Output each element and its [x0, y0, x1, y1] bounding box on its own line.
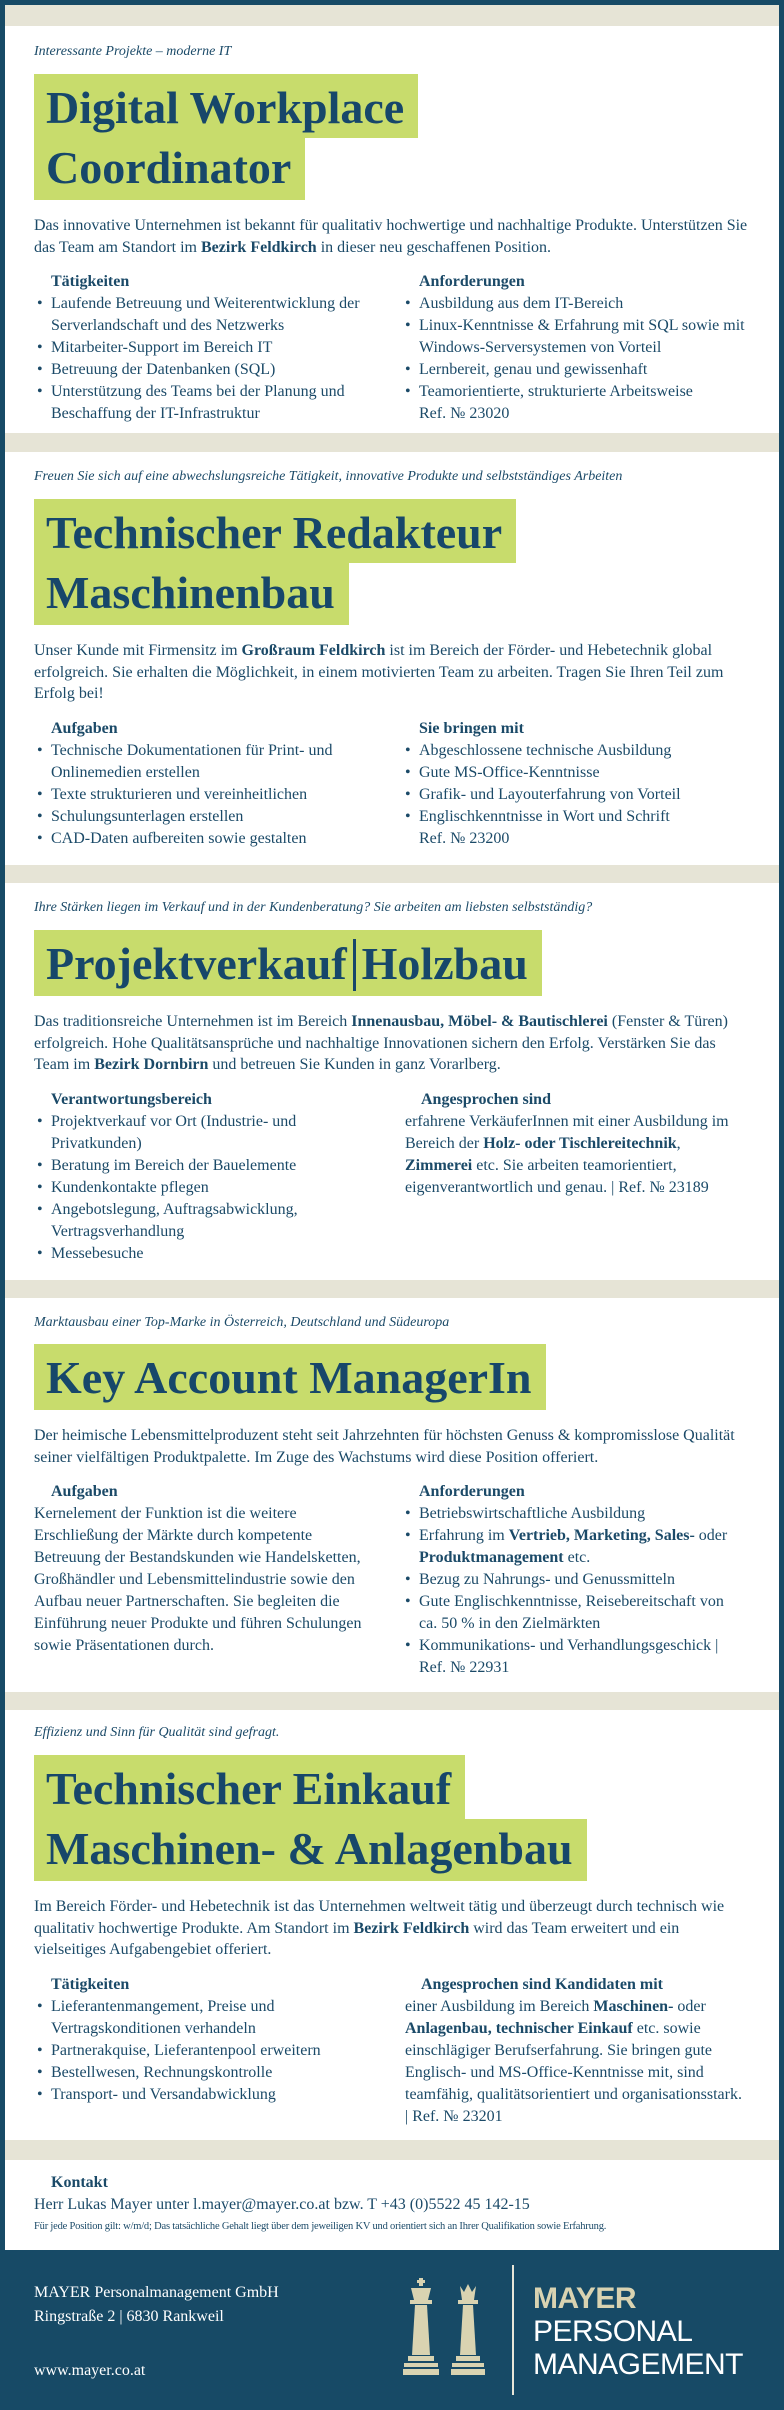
- requirements-column: [405, 1089, 745, 1199]
- text: oder: [694, 1527, 728, 1544]
- text-highlight: Maschinen-: [593, 1997, 674, 2015]
- text-highlight: Produktmanagement: [419, 1549, 564, 1566]
- requirements-column: [405, 1974, 745, 2128]
- list-item: • CAD-Daten aufbereiten sowie gestalten: [37, 828, 377, 850]
- job-listing: [34, 1723, 754, 2154]
- list-item: • Laufende Betreuung und Weiterentwicklung der Serverlandschaft und des Netzwerks: [37, 293, 377, 337]
- tasks-column: [37, 1974, 377, 2106]
- list-item: • Mitarbeiter-Support im Bereich IT: [37, 337, 377, 359]
- column-heading: Angesprochen sind Kandidaten mit: [421, 1975, 663, 1993]
- list-item: • Englischkenntnisse in Wort und Schrift: [405, 806, 745, 828]
- job-intro: [34, 215, 749, 258]
- list-item: • Lieferantenmangement, Preise und Vertragskonditionen verhandeln: [37, 1996, 377, 2040]
- text: einer Ausbildung im Bereich: [405, 1997, 594, 2015]
- column-heading: Tätigkeiten: [51, 273, 130, 290]
- job-title: [34, 74, 754, 200]
- reference-number: Ref. № 23200: [419, 829, 510, 847]
- job-title: [34, 930, 754, 996]
- column-heading: Sie bringen mit: [419, 719, 524, 737]
- job-listing: [34, 42, 754, 431]
- column-heading: Tätigkeiten: [51, 1975, 130, 1993]
- divider-band: [5, 1280, 779, 1298]
- intro-text: wird das Team erweitert und ein vielseitiges Aufgabengebiet offeriert.: [34, 1919, 680, 1958]
- divider-band: [5, 5, 779, 26]
- intro-highlight: Großraum Feldkirch: [241, 642, 386, 659]
- intro-highlight: Bezirk Feldkirch: [201, 238, 317, 256]
- job-intro: [34, 1896, 749, 1961]
- contact-section: [34, 2172, 769, 2238]
- tasks-text: Kernelement der Funktion ist die weitere Erschließung der Märkte durch kompetente Betreuung der Bestandskunden wie Handelsketten, Großhändler und Lebensmittelindustrie sowie den Aufbau neuer Partnerschaften. Sie begleiten die Einführung neuer Produkte und führen Schulungen sowie Präsentationen durch.: [34, 1505, 362, 1654]
- list-item: • Projektverkauf vor Ort (Industrie- und Privatkunden): [37, 1111, 377, 1155]
- company-address: Ringstraße 2 | 6830 Rankweil: [34, 2308, 224, 2325]
- list-item: • Abgeschlossene technische Ausbildung: [405, 740, 745, 762]
- intro-highlight: Bezirk Dornbirn: [94, 1056, 209, 1073]
- list-item: • Texte strukturieren und vereinheitlichen: [37, 784, 377, 806]
- list-item: • Lernbereit, genau und gewissenhaft: [405, 359, 745, 381]
- text: etc. Sie arbeiten teamorientiert, eigenverantwortlich und genau. | Ref. № 23189: [405, 1156, 709, 1196]
- tasks-column: [37, 718, 377, 850]
- job-title: [34, 1344, 754, 1410]
- legal-note: Für jede Position gilt: w/m/d; Das tatsächliche Gehalt liegt über dem jeweiligen KV und orientiert sich an Ihrer Qualifikation sowie Erfahrung.: [34, 2221, 607, 2232]
- job-listing: [34, 898, 754, 1269]
- logo-text: PERSONAL: [533, 2315, 693, 2348]
- list-item: • Bezug zu Nahrungs- und Genussmitteln: [405, 1569, 745, 1591]
- intro-text: Das innovative Unternehmen ist bekannt für qualitativ hochwertige und nachhaltige Produkte. Unterstützen Sie das Team am Standort im: [34, 217, 748, 256]
- list-item: • Gute MS-Office-Kenntnisse: [405, 762, 745, 784]
- intro-text: in dieser neu geschaffenen Position.: [316, 238, 552, 256]
- text-highlight: Holz- oder Tischlereitechnik: [483, 1134, 677, 1152]
- reference-number: Ref. № 23020: [419, 405, 510, 422]
- text-highlight: Zimmerei: [405, 1156, 473, 1174]
- text: ,: [676, 1134, 681, 1152]
- intro-text: Im Bereich Förder- und Hebetechnik ist das Unternehmen weltweit tätig und überzeugt durch technisch wie qualitativ hochwertige Produkte. Am Standort im: [34, 1898, 725, 1937]
- requirements-text: [405, 1996, 745, 2128]
- list-item: • Betreuung der Datenbanken (SQL): [37, 359, 377, 381]
- title-part: Projektverkauf: [46, 938, 347, 989]
- intro-highlight: Innenausbau, Möbel- & Bautischlerei: [351, 1013, 608, 1030]
- logo-divider: [512, 2265, 514, 2395]
- title-part: Holzbau: [361, 938, 528, 989]
- list-item: • Betriebswirtschaftliche Ausbildung: [405, 1503, 745, 1525]
- job-title-line: Maschinen- & Anlagenbau: [34, 1819, 587, 1881]
- intro-text: und betreuen Sie Kunden in ganz Vorarlberg.: [208, 1056, 501, 1073]
- column-heading: Angesprochen sind: [421, 1090, 551, 1108]
- logo-text: MAYER: [533, 2282, 637, 2315]
- divider-band: [5, 1692, 779, 1710]
- text-highlight: Anlagenbau, technischer Einkauf: [405, 2019, 633, 2037]
- job-title-line: Technischer Einkauf: [34, 1755, 465, 1819]
- list-item: • Angebotslegung, Auftragsabwicklung, Vertragsverhandlung: [37, 1199, 377, 1243]
- intro-text: Unser Kunde mit Firmensitz im: [34, 642, 242, 659]
- text: Erfahrung im: [419, 1527, 509, 1544]
- job-title-line: Digital Workplace: [34, 74, 418, 138]
- job-title-line: Technischer Redakteur: [34, 499, 516, 563]
- list-item: • Unterstützung des Teams bei der Planung und Beschaffung der IT-Infrastruktur: [37, 381, 377, 425]
- job-title-line: Maschinenbau: [34, 563, 349, 625]
- text: etc. sowie einschlägiger Berufserfahrung. Sie bringen gute Englisch- und MS-Office-Kenntnisse mit, sind teamfähig, qualitätsorientiert und organisationsstark. | Ref. № 23201: [405, 2019, 742, 2125]
- requirements-column: [405, 718, 745, 850]
- list-item: • Gute Englischkenntnisse, Reisebereitschaft von ca. 50 % in den Zielmärkten: [405, 1591, 745, 1635]
- tasks-column: [37, 1089, 377, 1265]
- text: erfahrene VerkäuferInnen mit einer Ausbildung im Bereich der: [405, 1112, 729, 1152]
- column-heading: Anforderungen: [419, 273, 525, 290]
- intro-text: ist im Bereich der Förder- und Hebetechnik global erfolgreich. Sie erhalten die Möglichkeit, in einem motivierten Team zu arbeiten. Tragen Sie Ihren Teil zum Erfolg bei!: [34, 642, 724, 702]
- intro-text: (Fenster & Türen) erfolgreich. Hohe Qualitätsansprüche und nachhaltige Innovationen sichern den Erfolg. Verstärken Sie das Team im: [34, 1013, 728, 1073]
- intro-highlight: Bezirk Feldkirch: [353, 1919, 470, 1937]
- job-title-line: [34, 930, 542, 996]
- list-item: • Schulungsunterlagen erstellen: [37, 806, 377, 828]
- list-item: • Bestellwesen, Rechnungskontrolle: [37, 2062, 377, 2084]
- website-link[interactable]: www.mayer.co.at: [34, 2362, 146, 2379]
- job-listing: [34, 467, 754, 898]
- column-heading: Aufgaben: [51, 1483, 118, 1500]
- requirements-column: [405, 271, 745, 425]
- job-listing: [34, 1313, 754, 1676]
- column-heading: Verantwortungsbereich: [51, 1090, 212, 1108]
- chess-king-queen-icon: [402, 2278, 494, 2376]
- footer: [5, 2250, 779, 2405]
- job-tagline: Effizienz und Sinn für Qualität sind gefragt.: [34, 1725, 280, 1740]
- contact-heading: Kontakt: [51, 2174, 108, 2191]
- intro-text: Das traditionsreiche Unternehmen ist im Bereich: [34, 1013, 352, 1030]
- list-item: • Kundenkontakte pflegen: [37, 1177, 377, 1199]
- column-heading: Aufgaben: [51, 719, 118, 737]
- job-title-line: Coordinator: [34, 138, 305, 200]
- list-item: • Messebesuche: [37, 1243, 377, 1265]
- job-tagline: Freuen Sie sich auf eine abwechslungsreiche Tätigkeit, innovative Produkte und selbstständiges Arbeiten: [34, 469, 623, 484]
- list-item: • Partnerakquise, Lieferantenpool erweitern: [37, 2040, 377, 2062]
- job-title-line: Key Account ManagerIn: [34, 1344, 546, 1410]
- job-intro: [34, 1425, 759, 1468]
- job-title: [34, 1755, 754, 1881]
- intro-text: Der heimische Lebensmittelproduzent steht seit Jahrzehnten für höchsten Genuss & kompromisslose Qualität seiner vielfältigen Produktpalette. Im Zuge des Wachstums wird diese Position offeriert.: [34, 1427, 735, 1466]
- tasks-column: [34, 1481, 374, 1657]
- list-item: • Linux-Kenntnisse & Erfahrung mit SQL sowie mit Windows-Serversystemen von Vorteil: [405, 315, 745, 359]
- text: oder: [673, 1997, 706, 2015]
- list-item: • Ausbildung aus dem IT-Bereich: [405, 293, 745, 315]
- job-intro: [34, 1011, 749, 1076]
- text-highlight: Vertrieb, Marketing, Sales-: [508, 1527, 695, 1544]
- list-item: • Transport- und Versandabwicklung: [37, 2084, 377, 2106]
- job-tagline: Interessante Projekte – moderne IT: [34, 44, 232, 59]
- job-tagline: Marktausbau einer Top-Marke in Österreich, Deutschland und Südeuropa: [34, 1315, 450, 1330]
- list-item: • Beratung im Bereich der Bauelemente: [37, 1155, 377, 1177]
- list-item: • Teamorientierte, strukturierte Arbeitsweise: [405, 381, 745, 403]
- list-item: [405, 1525, 745, 1569]
- tasks-column: [37, 271, 377, 425]
- list-item: • Kommunikations- und Verhandlungsgeschick | Ref. № 22931: [405, 1635, 745, 1679]
- job-tagline: Ihre Stärken liegen im Verkauf und in der Kundenberatung? Sie arbeiten am liebsten selbstständig?: [34, 900, 593, 915]
- divider-band: [5, 433, 779, 452]
- list-item: • Grafik- und Layouterfahrung von Vorteil: [405, 784, 745, 806]
- text: etc.: [563, 1549, 591, 1566]
- title-separator: [353, 939, 356, 991]
- requirements-text: [405, 1111, 745, 1199]
- job-intro: [34, 640, 749, 705]
- list-item: • Technische Dokumentationen für Print- und Onlinemedien erstellen: [37, 740, 377, 784]
- requirements-column: [405, 1481, 745, 1679]
- logo-text: MANAGEMENT: [533, 2348, 744, 2381]
- column-heading: Anforderungen: [419, 1483, 525, 1500]
- contact-details[interactable]: Herr Lukas Mayer unter l.mayer@mayer.co.at bzw. T +43 (0)5522 45 142-15: [34, 2196, 530, 2213]
- company-name: MAYER Personalmanagement GmbH: [34, 2284, 279, 2301]
- job-title: [34, 499, 754, 625]
